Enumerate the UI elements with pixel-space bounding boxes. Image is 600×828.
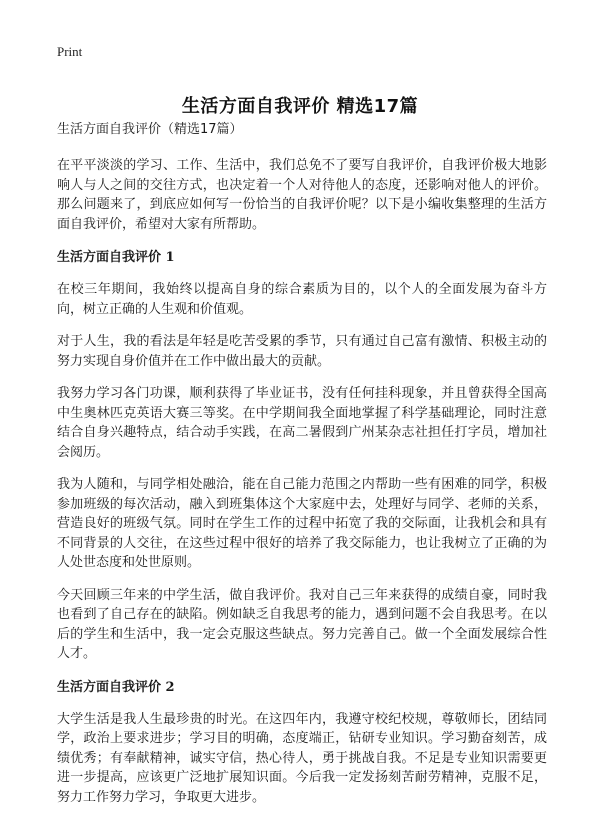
section-heading-2: 生活方面自我评价 2: [57, 679, 175, 695]
page-title: 生活方面自我评价 精选17篇: [181, 96, 419, 118]
section-2-paragraph: 大学生活是我人生最珍贵的时光。在这四年内，我遵守校纪校规，尊敬师长，团结同学，政治上要求进步；学习目的明确，态度端正，钻研专业知识。学习勤奋刻苦，成绩优秀；有奉献精神，诚实守信，热心待人，勇于挑战自我。不足是专业知识需要更进一步提高，应该更广泛地扩展知识面。今后我一定发扬刻苦耐劳精神，克服不足，努力工作努力学习，争取更大进步。: [57, 711, 547, 805]
section-1-paragraph: 对于人生，我的看法是年轻是吃苦受累的季节，只有通过自己富有激情、积极主动的努力实现自身价值并在工作中做出最大的贡献。: [57, 334, 547, 369]
article-body: [57, 120, 547, 820]
section-1-paragraph: 今天回顾三年来的中学生活，做自我评价。我对自己三年来获得的成绩自豪，同时我也看到了自己存在的缺陷。例如缺乏自我思考的能力，遇到问题不会自我思考。在以后的学生和生活中，我一定会克服这些缺点。努力完善自己。做一个全面发展综合性人才。: [57, 587, 547, 661]
article-subtitle: 生活方面自我评价（精选17篇）: [57, 122, 243, 137]
section-1-paragraph: 我努力学习各门功课，顺利获得了毕业证书，没有任何挂科现象，并且曾获得全国高中生奥林匹克英语大赛三等奖。在中学期间我全面地掌握了科学基础理论，同时注意结合自身兴趣特点，结合动手实践，在高二暑假到广州某杂志社担任打字员，增加社会阅历。: [57, 386, 547, 460]
section-heading-1: 生活方面自我评价 1: [57, 250, 175, 265]
section-1-paragraph: 在校三年期间，我始终以提高自身的综合素质为目的，以个人的全面发展为奋斗方向，树立正确的人生观和价值观。: [57, 282, 547, 317]
section-1-paragraph: 我为人随和，与同学相处融洽，能在自己能力范围之内帮助一些有困难的同学，积极参加班级的每次活动，融入到班集体这个大家庭中去，处理好与同学、老师的关系，营造良好的班级气氛。同时在学生工作的过程中拓宽了我的交际面，让我机会和具有不同背景的人交往，在这些过程中很好的培养了我交际能力，也让我树立了正确的为人处世态度和处世原则。: [57, 477, 547, 570]
print-link[interactable]: Print: [57, 44, 83, 59]
intro-paragraph: 在平平淡淡的学习、工作、生活中，我们总免不了要写自我评价，自我评价极大地影响人与人之间的交往方式，也决定着一个人对待他人的态度，还影响对他人的评价。那么问题来了，到底应如何写一份恰当的自我评价呢？以下是小编收集整理的生活方面自我评价，希望对大家有所帮助。: [57, 158, 547, 232]
